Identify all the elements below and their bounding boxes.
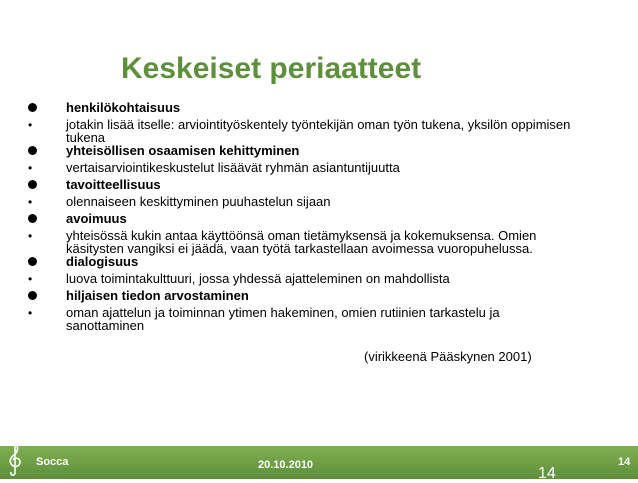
bullet-small-icon: • xyxy=(28,229,33,243)
bullet-detail xyxy=(0,229,638,255)
bullet-detail xyxy=(0,272,638,289)
bullet-text: vertaisarviointikeskustelut lisäävät ryhmän asiantuntijuutta xyxy=(66,160,400,175)
bullet-small-icon: • xyxy=(28,272,33,286)
bullet-heading xyxy=(0,289,638,306)
bullet-detail xyxy=(0,306,638,332)
bullet-detail xyxy=(0,161,638,178)
footer-date: 20.10.2010 xyxy=(258,459,314,471)
bullet-text: jotakin lisää itselle: arviointityöskentely työntekijän oman työn tukena, yksilön oppimisen tukena xyxy=(66,117,571,145)
treble-clef-logo-icon xyxy=(4,442,26,476)
bullet-detail xyxy=(0,195,638,212)
bullet-dot-icon xyxy=(28,255,42,268)
bullet-text: avoimuus xyxy=(66,211,127,226)
bullet-dot-icon xyxy=(28,212,42,225)
bullet-heading xyxy=(0,212,638,229)
footer-left-label: Socca xyxy=(36,456,69,468)
bullet-text: henkilökohtaisuus xyxy=(66,100,181,115)
bullet-text: oman ajattelun ja toiminnan ytimen hakeminen, omien rutiinien tarkastelu ja sanottaminen xyxy=(66,305,500,333)
bullet-dot-icon xyxy=(28,144,42,157)
bullet-list xyxy=(0,101,638,332)
slide-title: Keskeiset periaatteet xyxy=(121,52,422,85)
bullet-heading xyxy=(0,144,638,161)
slide-number: 14 xyxy=(538,465,556,482)
bullet-text: luova toimintakulttuuri, jossa yhdessä ajatteleminen on mahdollista xyxy=(66,271,450,286)
bullet-text: tavoitteellisuus xyxy=(66,177,161,192)
bullet-heading xyxy=(0,101,638,118)
footer-page-number: 14 xyxy=(618,456,631,468)
citation: (virikkeenä Pääskynen 2001) xyxy=(364,349,532,364)
bullet-dot-icon xyxy=(28,289,42,302)
bullet-heading xyxy=(0,178,638,195)
bullet-text: olennaiseen keskittyminen puuhastelun sijaan xyxy=(66,194,331,209)
bullet-text: dialogisuus xyxy=(66,254,139,269)
bullet-dot-icon xyxy=(28,101,42,114)
bullet-text: yhteisössä kukin antaa käyttöönsä oman tietämyksensä ja kokemuksensa. Omien käsitysten vangiksi ei jäädä, vaan työtä tarkastellaan avoimessa vuoropuhelussa. xyxy=(66,228,537,256)
bullet-dot-icon xyxy=(28,178,42,191)
bullet-small-icon: • xyxy=(28,306,33,320)
bullet-detail xyxy=(0,118,638,144)
bullet-text: hiljaisen tiedon arvostaminen xyxy=(66,288,249,303)
bullet-small-icon: • xyxy=(28,195,33,209)
bullet-small-icon: • xyxy=(28,161,33,175)
bullet-text: yhteisöllisen osaamisen kehittyminen xyxy=(66,143,300,158)
bullet-heading xyxy=(0,255,638,272)
bullet-small-icon: • xyxy=(28,118,33,132)
